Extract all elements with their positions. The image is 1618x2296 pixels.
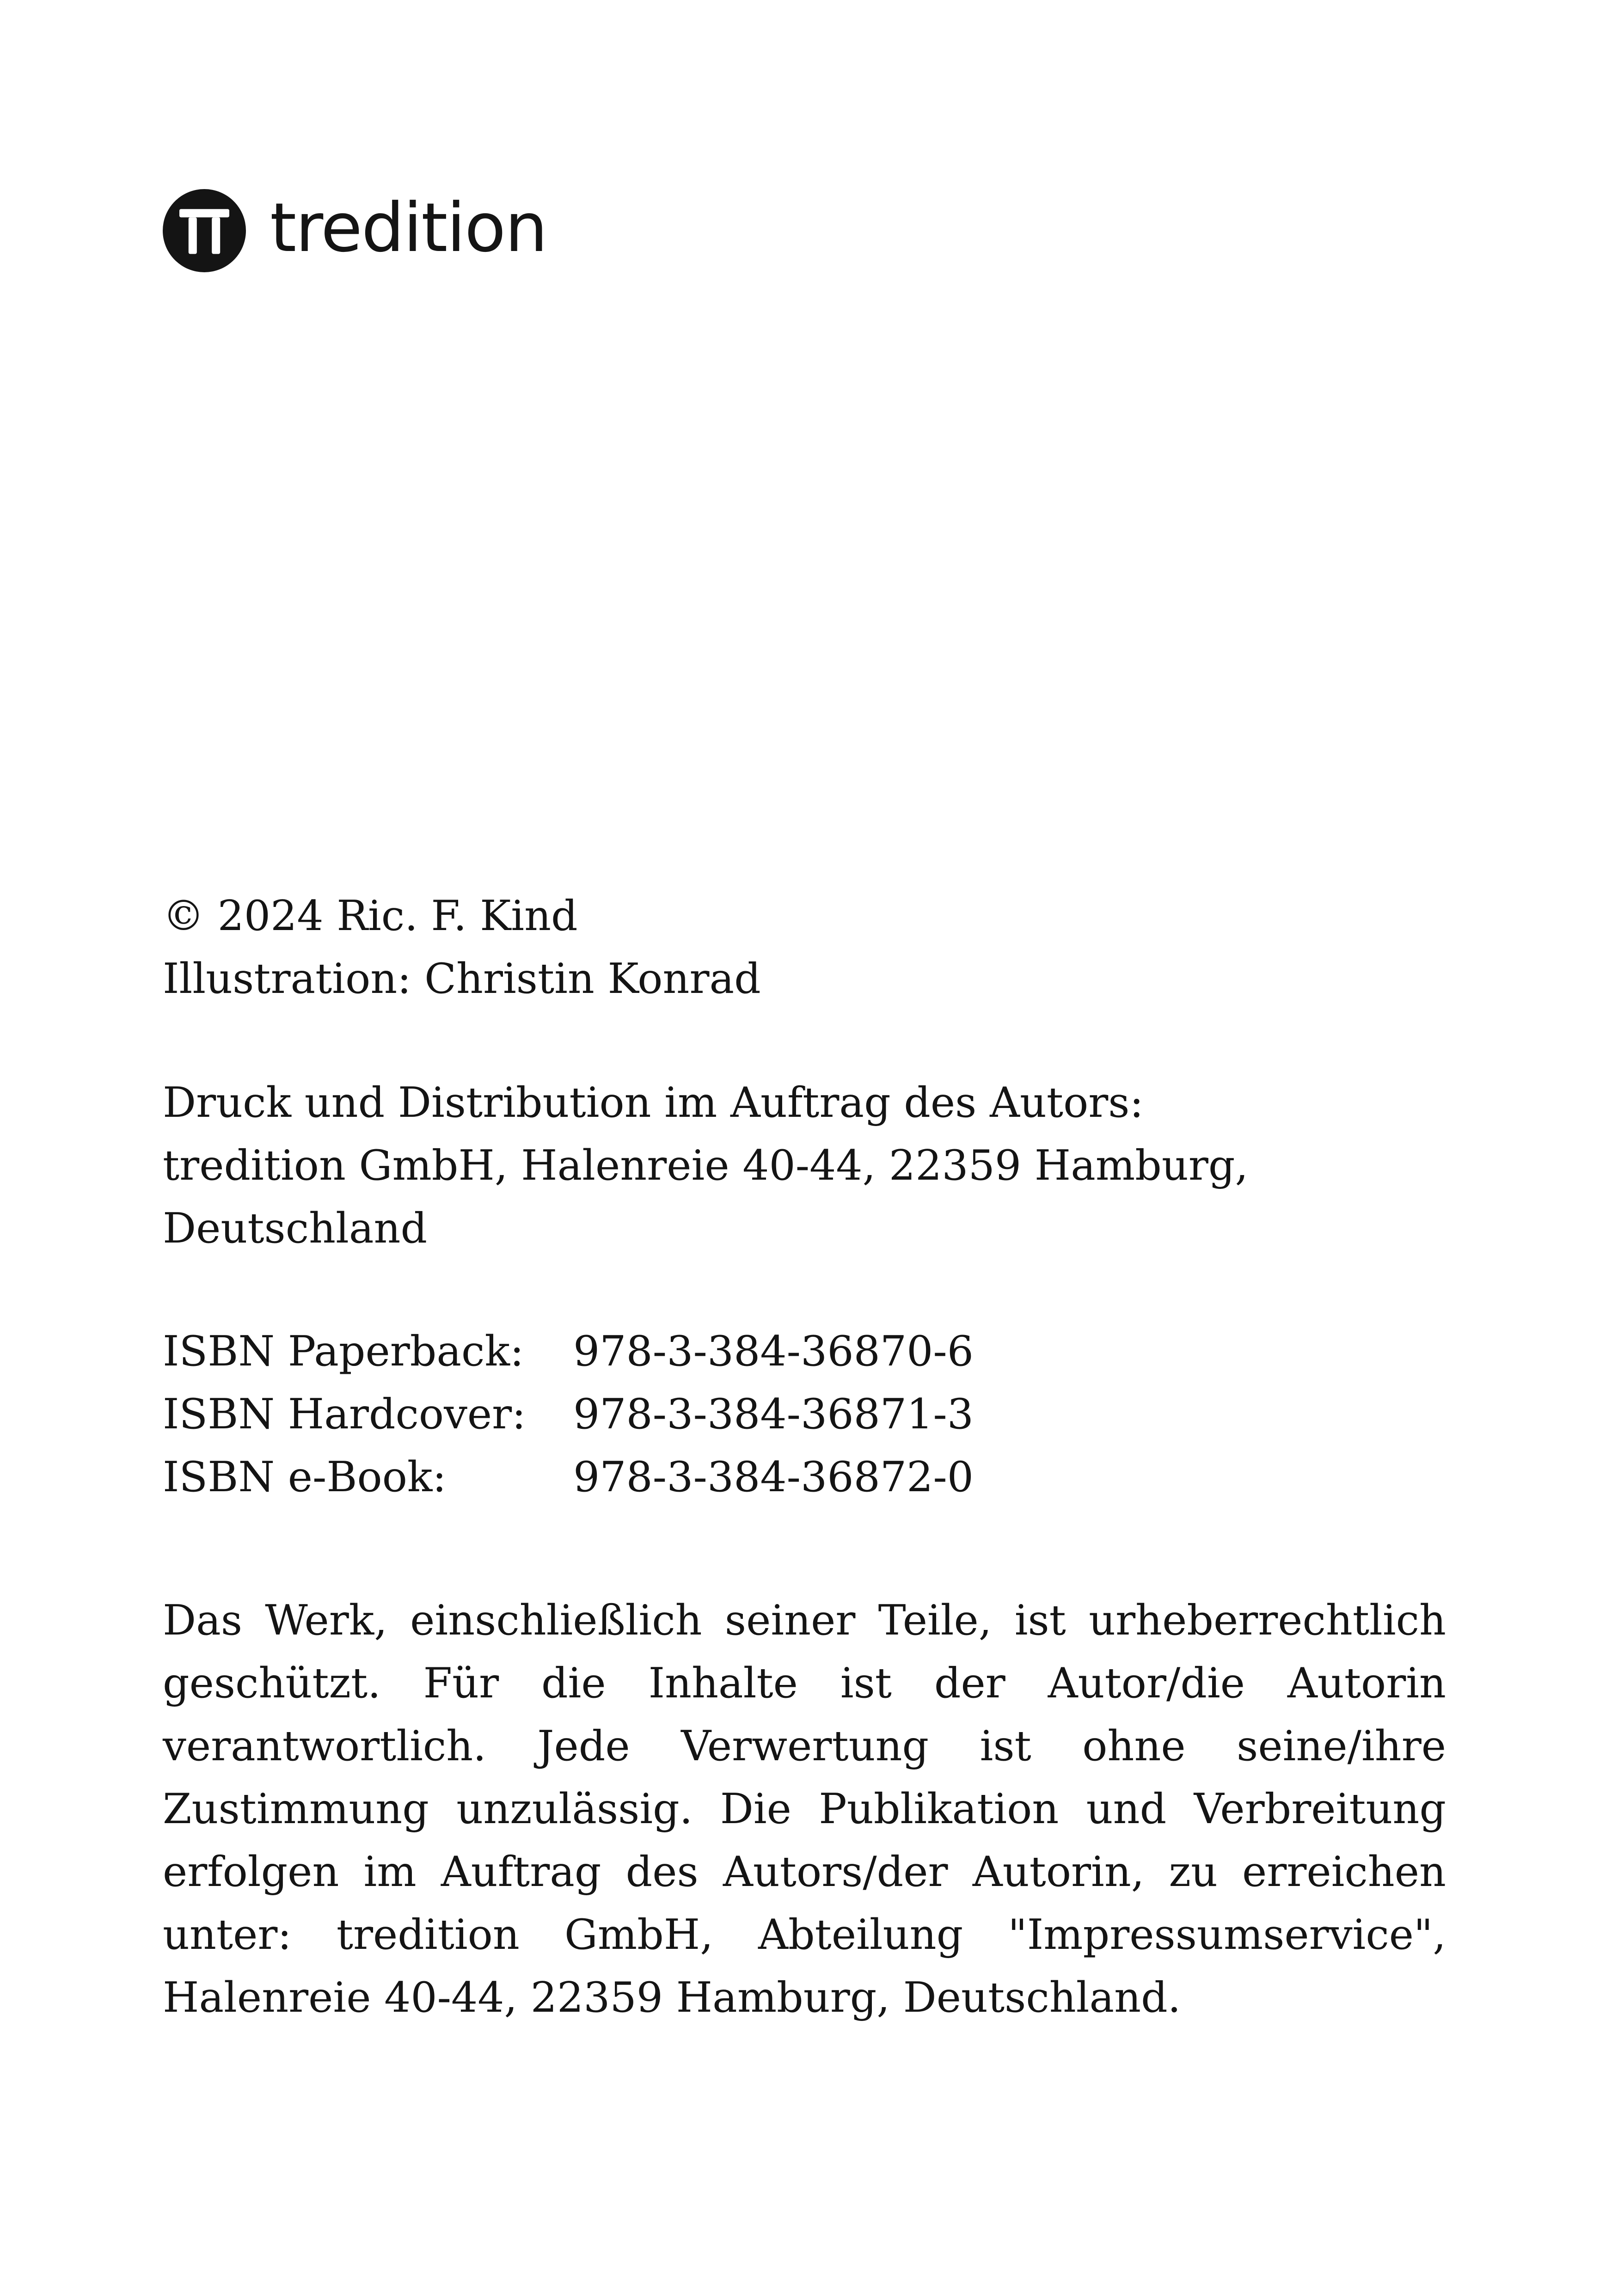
isbn-row-hardcover <box>163 1383 974 1446</box>
isbn-label: ISBN Paperback: <box>163 1327 524 1376</box>
copyright-block <box>163 885 761 1010</box>
isbn-value: 978-3-384-36872-0 <box>573 1453 974 1501</box>
print-distribution-block <box>163 1071 1248 1260</box>
print-info-line: tredition GmbH, Halenreie 40-44, 22359 Hamburg, <box>163 1141 1249 1190</box>
legal-line: Zustimmung unzulässig. Die Publikation und Verbreitung <box>163 1785 1446 1833</box>
print-info-line: Druck und Distribution im Auftrag des Autors: <box>163 1078 1144 1127</box>
legal-line: unter: tredition GmbH, Abteilung "Impressumservice", <box>163 1910 1446 1959</box>
legal-line: erfolgen im Auftrag des Autors/der Autorin, zu erreichen <box>163 1848 1446 1896</box>
legal-line: geschützt. Für die Inhalte ist der Autor/die Autorin <box>163 1659 1446 1708</box>
legal-line: verantwortlich. Jede Verwertung ist ohne seine/ihre <box>163 1722 1446 1770</box>
publisher-logo <box>163 187 547 275</box>
isbn-row-paperback <box>163 1320 974 1383</box>
tredition-logo-icon <box>163 189 246 272</box>
isbn-label: ISBN Hardcover: <box>163 1390 526 1439</box>
copyright-line: © 2024 Ric. F. Kind <box>163 892 578 940</box>
legal-line: Halenreie 40-44, 22359 Hamburg, Deutschland. <box>163 1973 1181 2022</box>
isbn-block <box>163 1320 974 1509</box>
isbn-value: 978-3-384-36871-3 <box>573 1390 974 1439</box>
legal-line: Das Werk, einschließlich seiner Teile, ist urheberrechtlich <box>163 1596 1446 1645</box>
isbn-label: ISBN e-Book: <box>163 1453 447 1501</box>
isbn-row-ebook <box>163 1446 974 1509</box>
legal-notice <box>163 1589 1446 2029</box>
print-info-line: Deutschland <box>163 1204 428 1253</box>
isbn-value: 978-3-384-36870-6 <box>573 1327 974 1376</box>
illustration-credit: Illustration: Christin Konrad <box>163 955 761 1003</box>
publisher-wordmark: tredition <box>270 189 547 267</box>
